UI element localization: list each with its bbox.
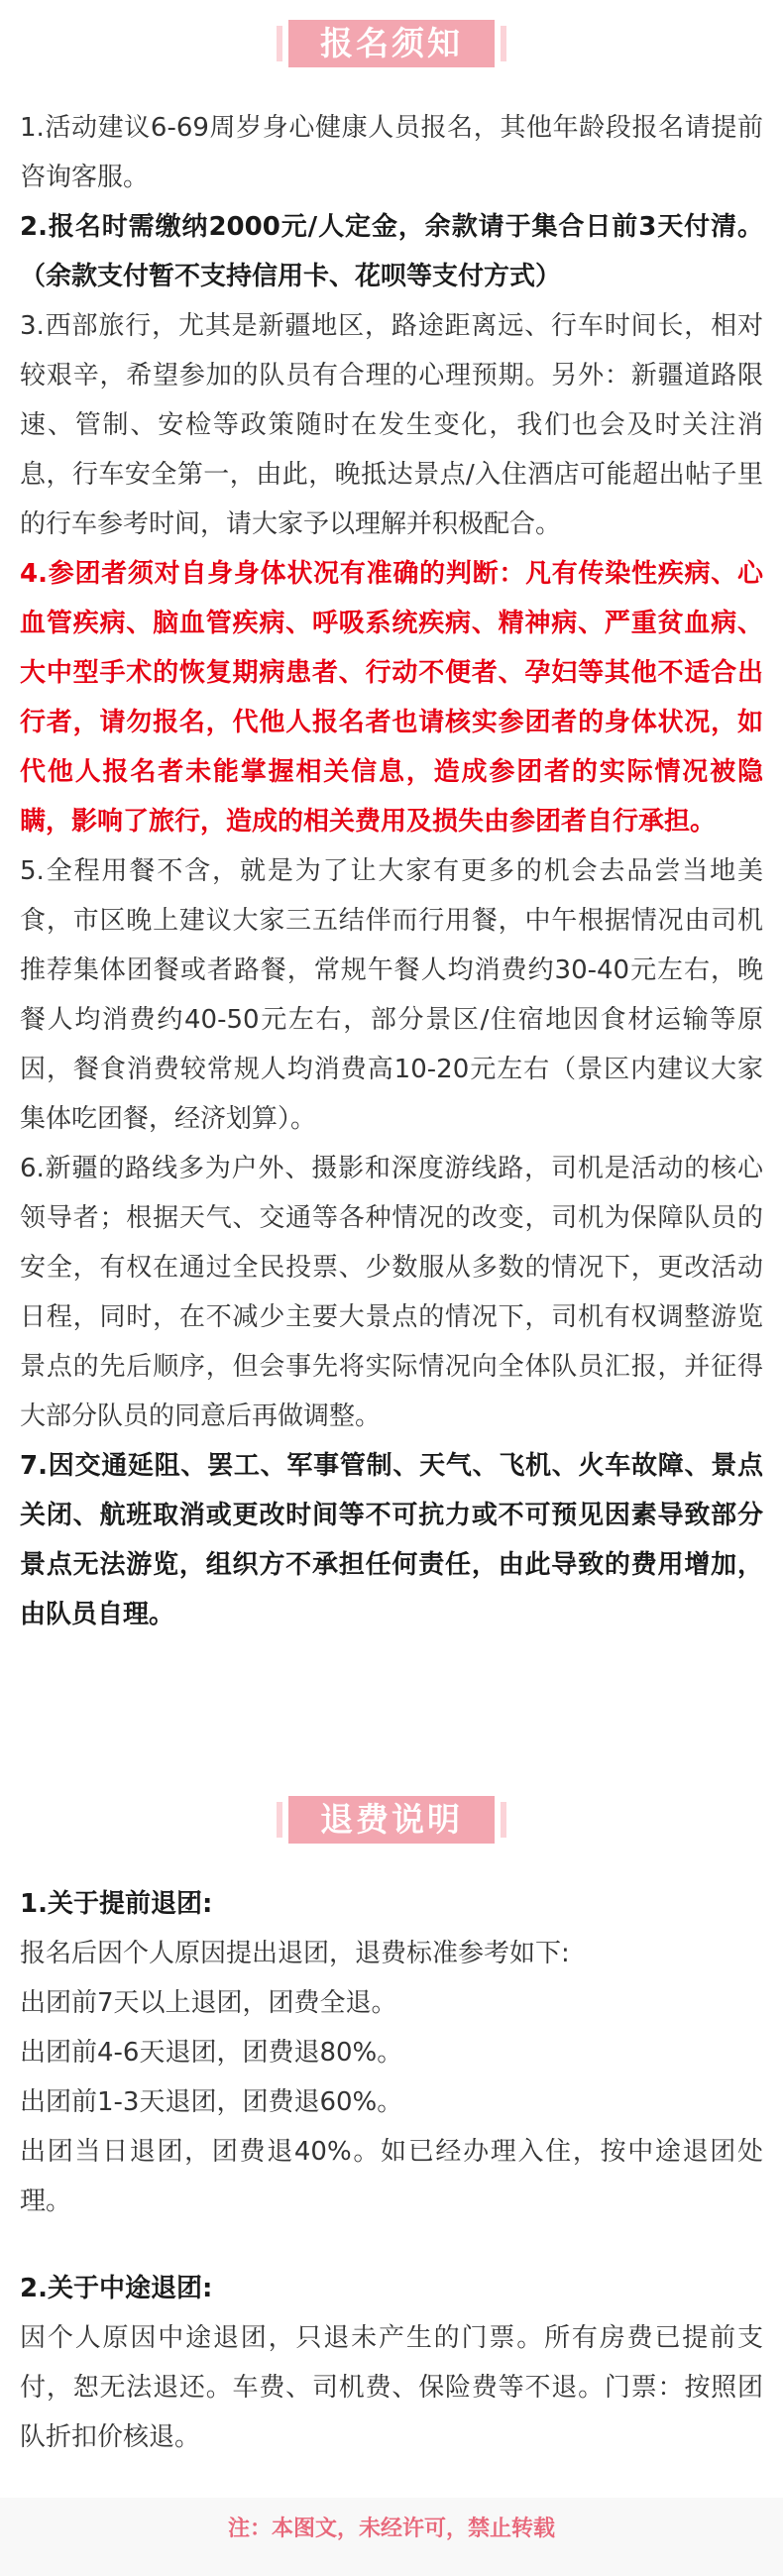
notice-item-5: 5.全程用餐不含，就是为了让大家有更多的机会去品尝当地美食，市区晚上建议大家三五结伴而行用餐，中午根据情况由司机推荐集体团餐或者路餐，常规午餐人均消费约30-40元左右，晚餐人均消费约40-50元左右，部分景区/住宿地因食材运输等原因，餐食消费较常规人均消费高10-20元左右（景区内建议大家集体吃团餐，经济划算）。	[20, 856, 763, 1134]
notice-item-4: 4.参团者须对自身身体状况有准确的判断：凡有传染性疾病、心血管疾病、脑血管疾病、呼吸系统疾病、精神病、严重贫血病、大中型手术的恢复期病患者、行动不便者、孕妇等其他不适合出行者，请勿报名，代他人报名者也请核实参团者的身体状况，如代他人报名者未能掌握相关信息，造成参团者的实际情况被隐瞒，影响了旅行，造成的相关费用及损失由参团者自行承担。	[20, 559, 763, 837]
notice-title: 报名须知	[320, 24, 463, 62]
section-gap	[20, 2226, 763, 2264]
early-withdraw-line: 出团前7天以上退团，团费全退。	[20, 1988, 397, 2018]
early-withdraw-line: 出团前4-6天退团，团费退80%。	[20, 2038, 403, 2068]
notice-item-2: 2.报名时需缴纳2000元/人定金，余款请于集合日前3天付清。（余款支付暂不支持信用卡、花呗等支付方式）	[20, 212, 763, 291]
early-withdraw-line: 出团当日退团，团费退40%。如已经办理入住，按中途退团处理。	[20, 2137, 763, 2216]
refund-section	[20, 1879, 763, 2462]
midway-withdraw-text: 因个人原因中途退团，只退未产生的门票。所有房费已提前支付，恕无法退还。车费、司机费、保险费等不退。门票：按照团队折扣价核退。	[20, 2323, 763, 2452]
refund-title: 退费说明	[320, 1800, 463, 1839]
early-withdraw-line: 报名后因个人原因提出退团，退费标准参考如下:	[20, 1939, 570, 1968]
notice-item-6: 6.新疆的路线多为户外、摄影和深度游线路，司机是活动的核心领导者；根据天气、交通等各种情况的改变，司机为保障队员的安全，有权在通过全民投票、少数服从多数的情况下，更改活动日程，同时，在不减少主要大景点的情况下，司机有权调整游览景点的先后顺序，但会事先将实际情况向全体队员汇报，并征得大部分队员的同意后再做调整。	[20, 1154, 763, 1431]
refund-title-banner	[288, 1796, 495, 1844]
notice-title-banner	[288, 20, 495, 67]
notice-item-3: 3.西部旅行，尤其是新疆地区，路途距离远、行车时间长，相对较艰辛，希望参加的队员有合理的心理预期。另外：新疆道路限速、管制、安检等政策随时在发生变化，我们也会及时关注消息，行车安全第一，由此，晚抵达景点/入住酒店可能超出帖子里的行车参考时间，请大家予以理解并积极配合。	[20, 311, 763, 539]
early-withdraw-line: 出团前1-3天退团，团费退60%。	[20, 2087, 403, 2117]
notice-section	[20, 103, 763, 1639]
notice-item-7: 7.因交通延阻、罢工、军事管制、天气、飞机、火车故障、景点关闭、航班取消或更改时间等不可抗力或不可预见因素导致部分景点无法游览，组织方不承担任何责任，由此导致的费用增加，由队员自理。	[20, 1451, 763, 1629]
early-withdraw-heading: 1.关于提前退团:	[20, 1889, 213, 1919]
copyright-note: 注：本图文，未经许可，禁止转载	[227, 2517, 555, 2541]
notice-item-1: 1.活动建议6-69周岁身心健康人员报名，其他年龄段报名请提前咨询客服。	[20, 113, 763, 192]
midway-withdraw-heading: 2.关于中途退团:	[20, 2274, 213, 2303]
